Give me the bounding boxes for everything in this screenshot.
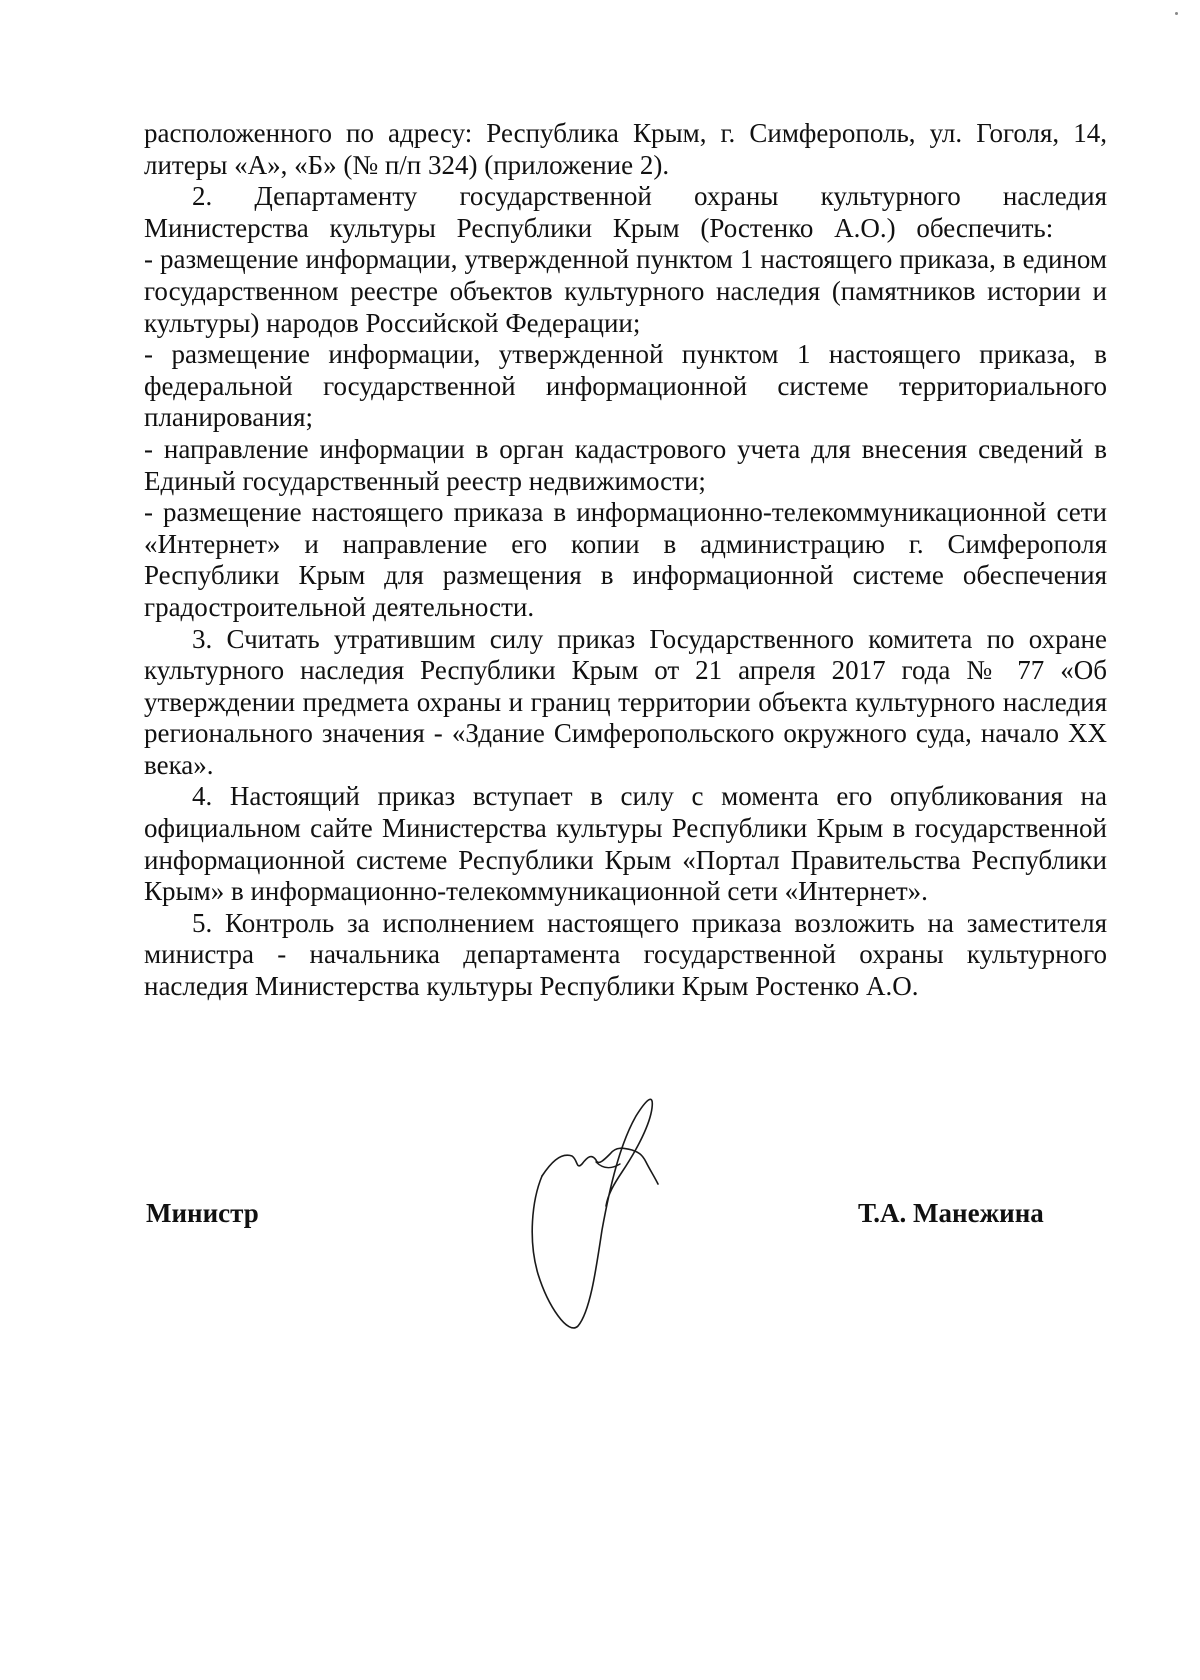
item-3-paragraph: 3. Считать утратившим силу приказ Государственного комитета по охране культурного наследия Республики Крым от 21 апреля 2017 года № 77 «Об утверждении предмета охраны и границ территории объекта культурного наследия регионального значения - «Здание Симферопольского окружного суда, начало XX века».	[144, 623, 1107, 780]
item-2-bullet-3: - направление информации в орган кадастрового учета для внесения сведений в Единый государственный реестр недвижимости;	[144, 433, 1107, 496]
item-4-paragraph: 4. Настоящий приказ вступает в силу с момента его опубликования на официальном сайте Министерства культуры Республики Крым в государственной информационной системе Республики Крым «Портал Правительства Республики Крым» в информационно-телекоммуникационной сети «Интернет».	[144, 781, 1107, 907]
item-2-bullet-2: - размещение информации, утвержденной пунктом 1 настоящего приказа, в федеральной государственной информационной системе территориального планирования;	[144, 339, 1107, 433]
scan-speck	[1175, 12, 1178, 15]
item-2-bullet-4: - размещение настоящего приказа в информационно-телекоммуникационной сети «Интернет» и направление его копии в администрацию г. Симферополя Республики Крым для размещения в информационной системе обеспечения градостроительной деятельности.	[144, 497, 1107, 622]
intro-paragraph: расположенного по адресу: Республика Крым, г. Симферополь, ул. Гоголя, 14, литеры «А», «Б» (№ п/п 324) (приложение 2).	[144, 118, 1107, 180]
item-2-bullet-1: - размещение информации, утвержденной пунктом 1 настоящего приказа, в едином государственном реестре объектов культурного наследия (памятников истории и культуры) народов Российской Федерации;	[144, 244, 1107, 338]
document-body	[144, 118, 1107, 1003]
signatory-name: Т.А. Манежина	[858, 1198, 1044, 1228]
item-2-lead: 2. Департаменту государственной охраны культурного наследия Министерства культуры Республики Крым (Ростенко А.О.) обеспечить:	[144, 181, 1107, 243]
signatory-title: Министр	[146, 1198, 259, 1228]
item-5-paragraph: 5. Контроль за исполнением настоящего приказа возложить на заместителя министра - начальника департамента государственной охраны культурного наследия Министерства культуры Республики Крым Ростенко А.О.	[144, 907, 1107, 1002]
handwritten-signature	[520, 1090, 700, 1340]
